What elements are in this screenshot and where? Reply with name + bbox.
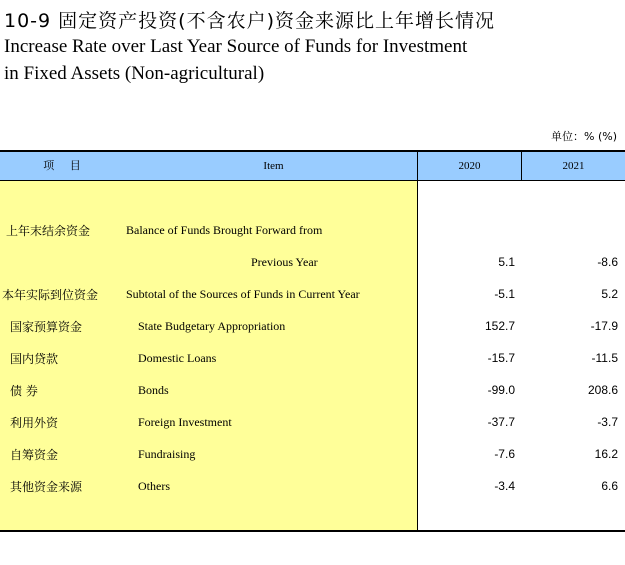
table-row [0, 284, 625, 304]
table-row [0, 444, 625, 464]
row-label-cn: 其他资金来源 [10, 480, 83, 494]
header-divider [521, 152, 522, 180]
value-2021: 16.2 [594, 447, 618, 461]
row-label-en: Domestic Loans [138, 351, 217, 365]
header-item-en: Item [130, 152, 417, 180]
row-label-cn: 利用外资 [10, 416, 59, 430]
header-item-cn: 项 目 [0, 152, 130, 180]
value-2021: -17.9 [590, 319, 618, 333]
table-row [0, 252, 625, 272]
value-2021: -3.7 [597, 415, 618, 429]
value-2020: -37.7 [487, 415, 515, 429]
value-2021: 208.6 [587, 383, 618, 397]
row-label-en: Foreign Investment [138, 415, 232, 429]
row-label-cn: 本年实际到位资金 [2, 288, 99, 302]
row-label-cn: 国家预算资金 [10, 320, 83, 334]
row-label-en: Subtotal of the Sources of Funds in Current Year [126, 287, 360, 301]
row-label-en: Fundraising [138, 447, 196, 461]
value-2021: 5.2 [601, 287, 618, 301]
table-row [0, 348, 625, 368]
table-row [0, 380, 625, 400]
row-label-cn: 国内贷款 [10, 352, 59, 366]
row-label-cn: 上年末结余资金 [6, 224, 91, 238]
value-2020: -5.1 [494, 287, 515, 301]
row-label-cn: 自筹资金 [10, 448, 59, 462]
value-2020: 152.7 [484, 319, 515, 333]
header-divider [417, 152, 418, 180]
value-2020: 5.1 [498, 255, 515, 269]
value-2021: -11.5 [591, 351, 618, 365]
row-label-en: Bonds [138, 383, 169, 397]
data-table [0, 150, 625, 532]
row-label-cn: 债 券 [10, 384, 38, 398]
table-title-chinese: 10-9 固定资产投资(不含农户)资金来源比上年增长情况 [4, 10, 495, 32]
value-2020: -3.4 [494, 479, 515, 493]
table-header [0, 152, 625, 180]
table-row [0, 412, 625, 432]
table-row [0, 476, 625, 496]
header-year-2021: 2021 [522, 152, 625, 180]
table-row [0, 316, 625, 336]
table-bottom-rule [0, 530, 625, 532]
value-2021: -8.6 [597, 255, 618, 269]
unit-label: 单位：% (%) [551, 130, 617, 143]
value-2020: -7.6 [494, 447, 515, 461]
value-2021: 6.6 [601, 479, 618, 493]
row-label-en: Balance of Funds Brought Forward from [126, 223, 323, 237]
value-2020: -99.0 [487, 383, 515, 397]
row-label-en: Others [138, 479, 170, 493]
row-label-en: State Budgetary Appropriation [138, 319, 286, 333]
table-title-english-line2: in Fixed Assets (Non-agricultural) [4, 63, 265, 84]
row-label-en: Previous Year [251, 255, 318, 269]
table-row [0, 220, 625, 240]
value-2020: -15.7 [487, 351, 515, 365]
header-year-2020: 2020 [418, 152, 521, 180]
table-title-english-line1: Increase Rate over Last Year Source of Funds for Investment [4, 36, 468, 57]
